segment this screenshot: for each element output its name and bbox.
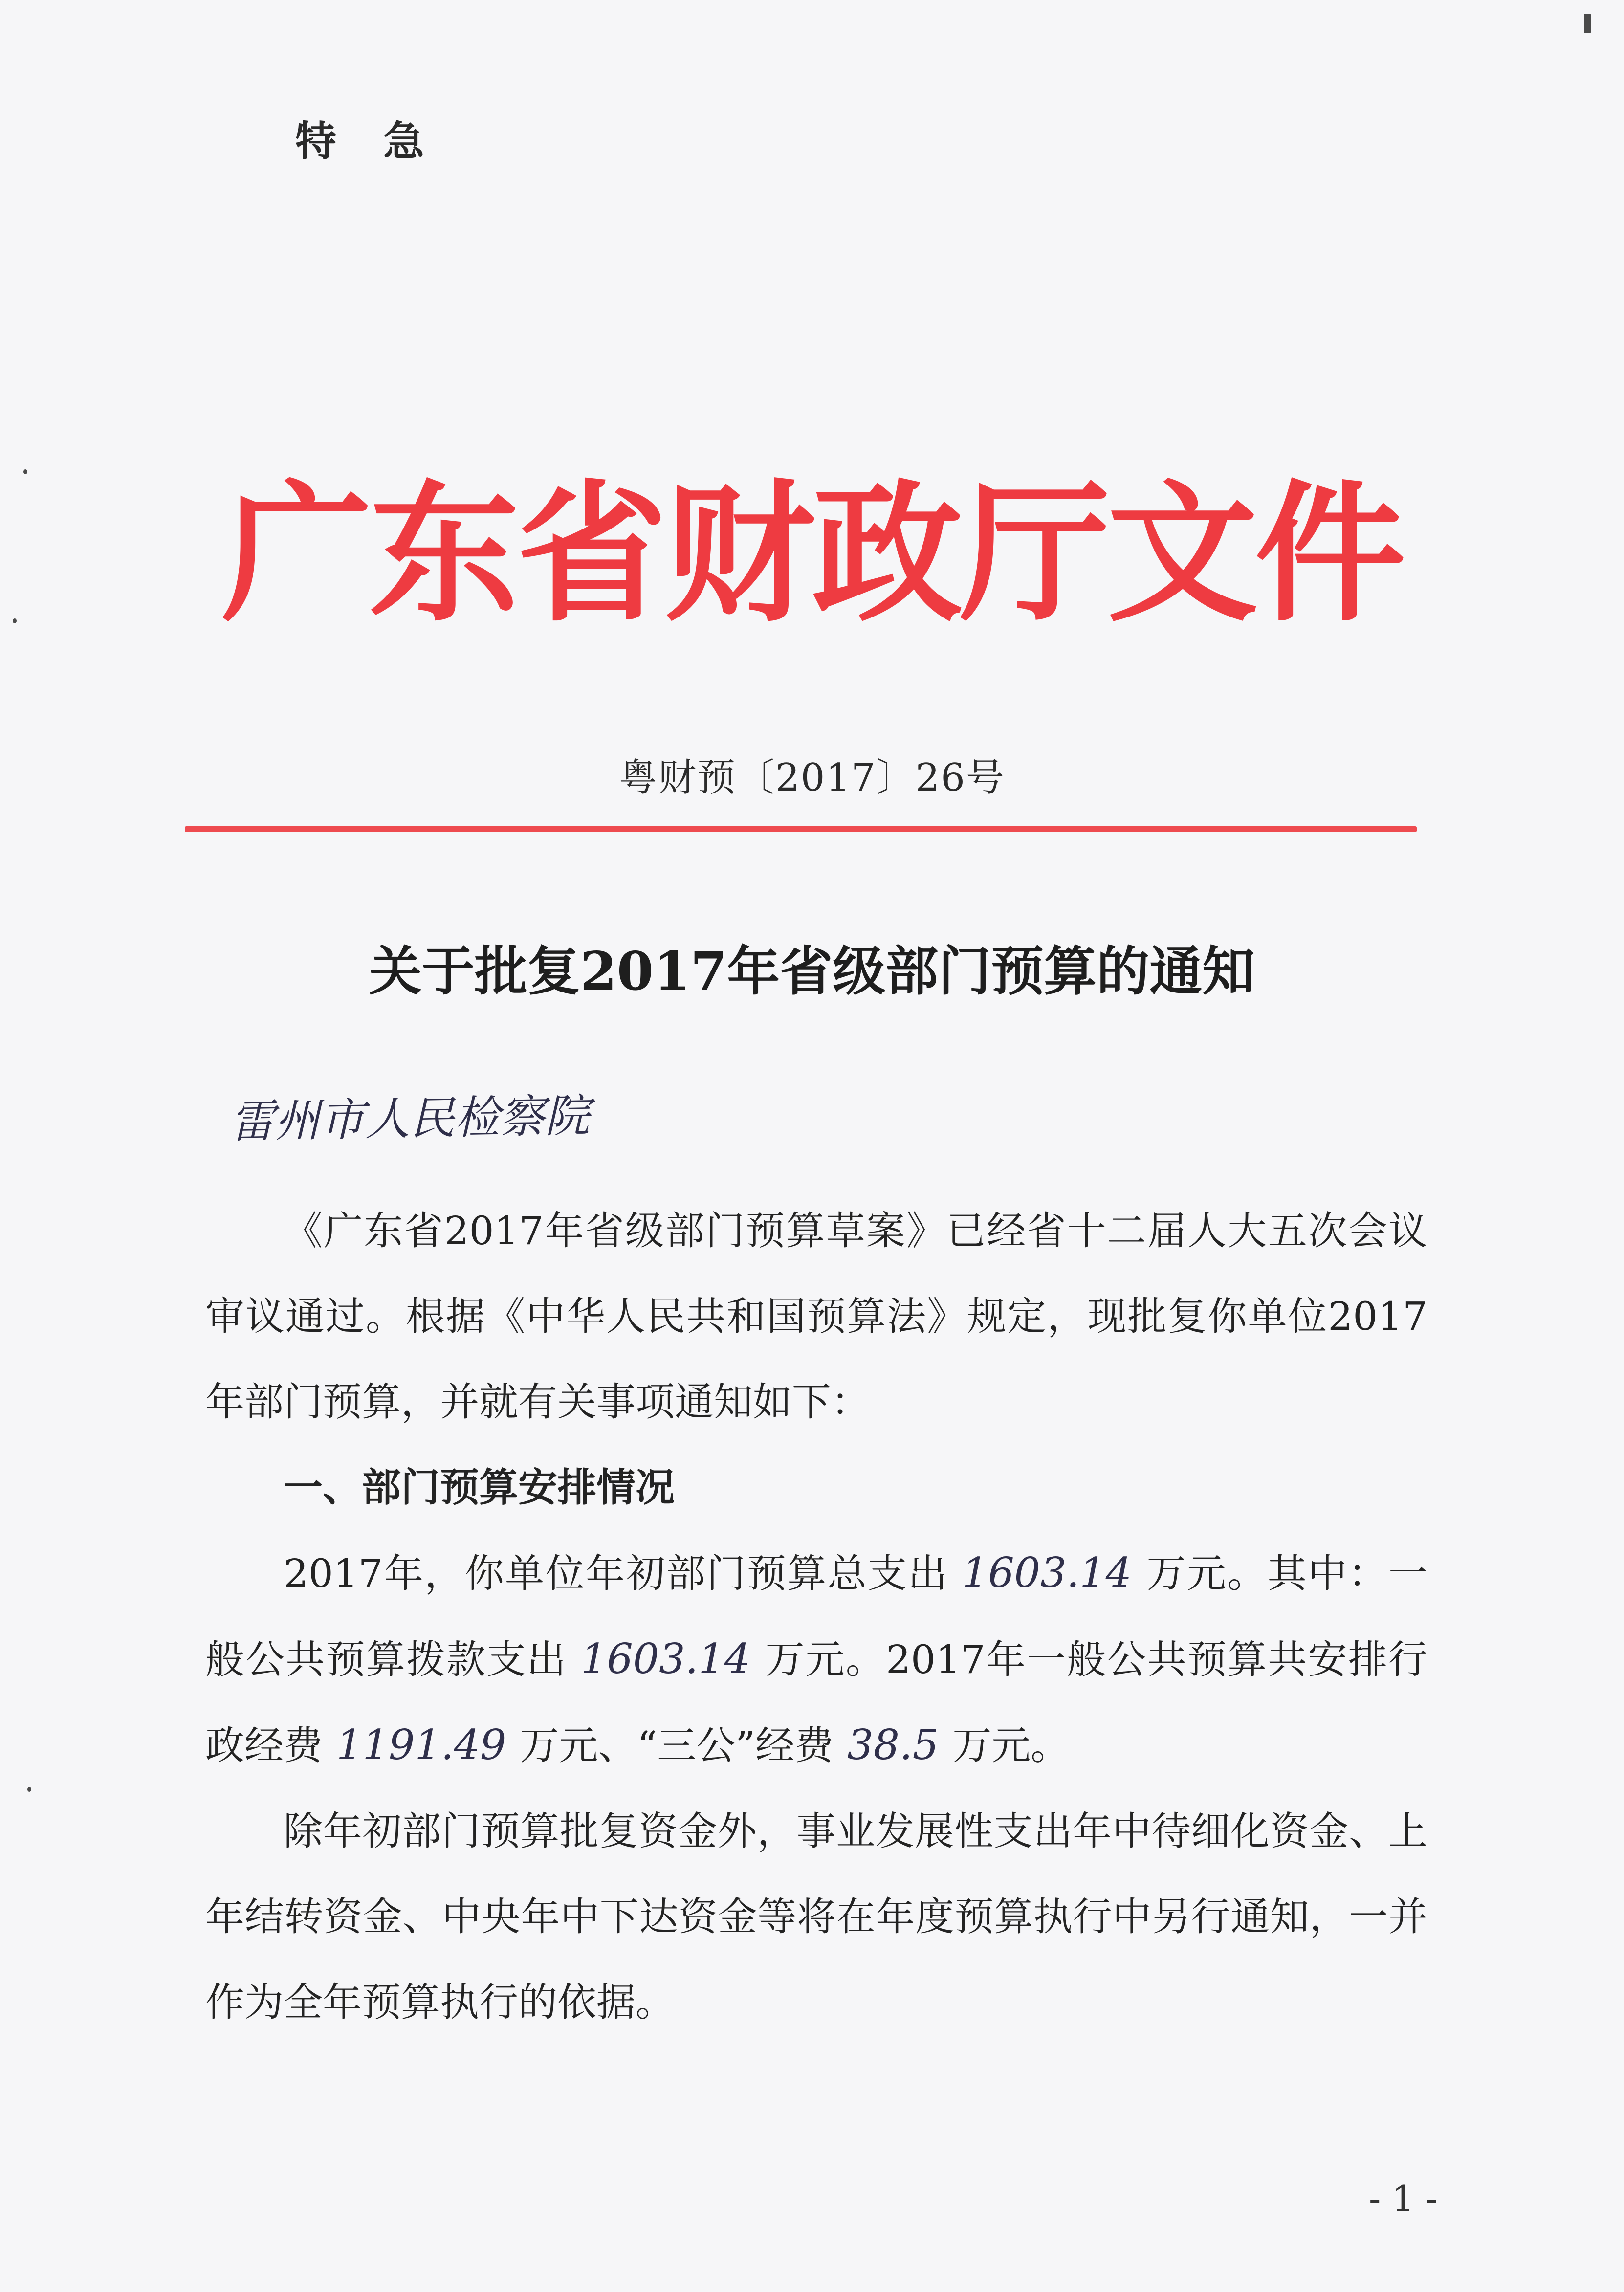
recipient-handwritten: 雷州市人民检察院	[229, 1089, 591, 1148]
urgency-mark: 特急	[295, 117, 472, 165]
handwritten-total-expenditure: 1603.14	[962, 1549, 1132, 1597]
budget-text-5: 万元。	[952, 1723, 1070, 1768]
red-divider-line	[185, 826, 1417, 832]
handwritten-admin-funds: 1191.49	[336, 1721, 506, 1769]
scan-speck	[13, 618, 17, 623]
handwritten-public-budget: 1603.14	[580, 1635, 751, 1683]
section-heading-1: 一、部门预算安排情况	[284, 1465, 675, 1510]
document-body	[205, 1188, 1427, 2045]
handwritten-three-public-funds: 38.5	[847, 1721, 939, 1769]
page-number: - 1 -	[1369, 2178, 1438, 2219]
scan-speck	[23, 469, 27, 474]
paragraph-budget	[205, 1530, 1427, 1788]
scan-speck	[1584, 14, 1591, 33]
scan-speck	[27, 1787, 31, 1792]
budget-text-2: 万元。其中：一般公共预算拨款支出	[205, 1551, 1428, 1682]
paragraph-intro: 《广东省2017年省级部门预算草案》已经省十二届人大五次会议审议通过。根据《中华人民共和国预算法》规定，现批复你单位2017年部门预算，并就有关事项通知如下：	[205, 1208, 1427, 1425]
masthead-title: 广东省财政厅文件	[221, 466, 1403, 642]
budget-text-4: 万元、“三公”经费	[520, 1723, 834, 1768]
budget-text-1: 2017年，你单位年初部门预算总支出	[284, 1551, 948, 1596]
paragraph-other-funds: 除年初部门预算批复资金外，事业发展性支出年中待细化资金、上年结转资金、中央年中下达资金等将在年度预算执行中另行通知，一并作为全年预算执行的依据。	[205, 1808, 1427, 2025]
document-number: 粤财预〔2017〕26号	[619, 756, 1005, 800]
notice-title: 关于批复2017年省级部门预算的通知	[369, 941, 1255, 1002]
budget-text-3: 万元。2017年一般公共预算共安排行政经费	[205, 1637, 1428, 1768]
